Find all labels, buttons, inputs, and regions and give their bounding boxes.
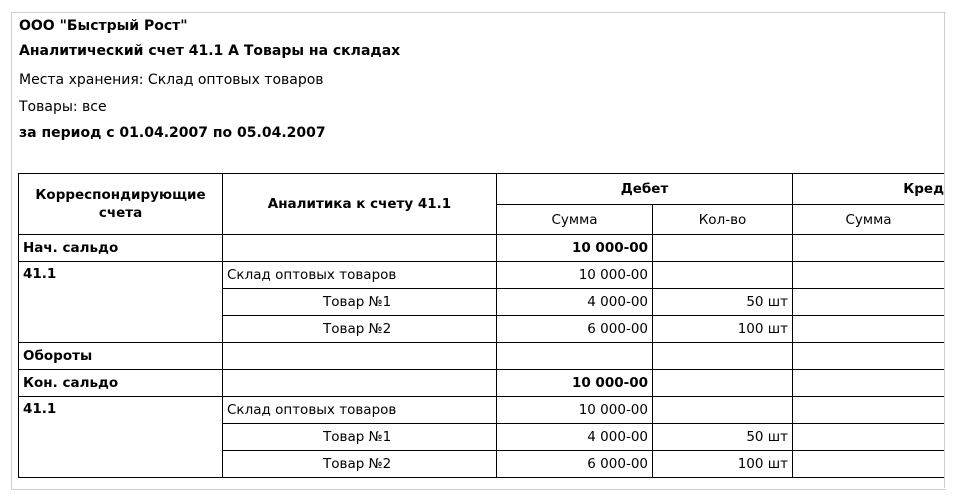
report-period: за период с 01.04.2007 по 05.04.2007 — [19, 125, 326, 141]
closing-item-qty: 50 шт — [653, 424, 793, 451]
table-row — [19, 397, 945, 424]
opening-item-name: Товар №2 — [223, 316, 497, 343]
col-credit-header: Кред — [793, 174, 945, 205]
table-row — [19, 262, 945, 289]
col-accounts-header: Корреспондирующие счета — [19, 174, 223, 235]
col-analytics-header: Аналитика к счету 41.1 — [223, 174, 497, 235]
closing-debit-sum: 10 000-00 — [497, 370, 653, 397]
report-frame — [11, 12, 946, 490]
closing-item-name: Товар №1 — [223, 424, 497, 451]
opening-warehouse-sum: 10 000-00 — [497, 262, 653, 289]
frame-edge — [944, 12, 945, 488]
opening-item-sum: 6 000-00 — [497, 316, 653, 343]
table-row — [19, 235, 945, 262]
table-row — [19, 370, 945, 397]
report-title: Аналитический счет 41.1 А Товары на складах — [19, 43, 401, 59]
debit-qty-header: Кол-во — [653, 205, 793, 235]
opening-debit-sum: 10 000-00 — [497, 235, 653, 262]
opening-item-qty: 100 шт — [653, 316, 793, 343]
opening-warehouse: Склад оптовых товаров — [223, 262, 497, 289]
opening-account: 41.1 — [19, 262, 223, 343]
closing-warehouse: Склад оптовых товаров — [223, 397, 497, 424]
opening-item-qty: 50 шт — [653, 289, 793, 316]
col-debit-header: Дебет — [497, 174, 793, 205]
closing-label: Кон. сальдо — [19, 370, 223, 397]
goods-filter: Товары: все — [19, 99, 107, 115]
report-table — [18, 173, 945, 478]
closing-item-sum: 4 000-00 — [497, 424, 653, 451]
debit-sum-header: Сумма — [497, 205, 653, 235]
closing-item-qty: 100 шт — [653, 451, 793, 478]
opening-label: Нач. сальдо — [19, 235, 223, 262]
closing-item-name: Товар №2 — [223, 451, 497, 478]
closing-warehouse-sum: 10 000-00 — [497, 397, 653, 424]
closing-account: 41.1 — [19, 397, 223, 478]
table-header-row — [19, 174, 945, 205]
company-name: ООО "Быстрый Рост" — [19, 18, 188, 34]
opening-item-name: Товар №1 — [223, 289, 497, 316]
table-row — [19, 343, 945, 370]
closing-item-sum: 6 000-00 — [497, 451, 653, 478]
credit-sum-header: Сумма — [793, 205, 945, 235]
storage-filter: Места хранения: Склад оптовых товаров — [19, 72, 324, 88]
opening-item-sum: 4 000-00 — [497, 289, 653, 316]
turnover-label: Обороты — [19, 343, 223, 370]
